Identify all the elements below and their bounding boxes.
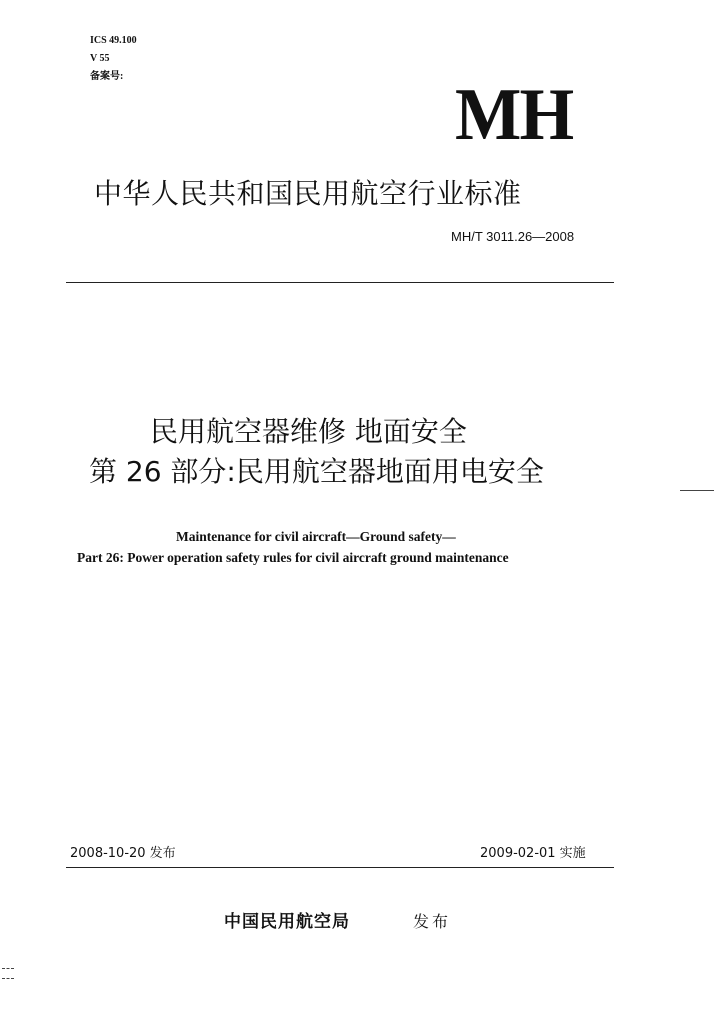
- standard-number: MH/T 3011.26—2008: [451, 229, 575, 244]
- mh-logo: MH: [455, 74, 573, 156]
- ics-code: ICS 49.100: [90, 35, 137, 46]
- title-en-line2: Part 26: Power operation safety rules for civil aircraft ground maintenance: [77, 550, 509, 565]
- margin-mark-right: [680, 490, 714, 491]
- organization-title: 中华人民共和国民用航空行业标准: [94, 177, 522, 210]
- filing-number-label: 备案号:: [90, 71, 124, 82]
- title-cn-line1: 民用航空器维修 地面安全: [150, 415, 467, 448]
- title-en-line1: Maintenance for civil aircraft—Ground safety—: [176, 529, 456, 544]
- margin-mark-left-2: [2, 978, 14, 979]
- issue-date: 2008-10-20 发布: [70, 846, 176, 861]
- bottom-divider: [66, 867, 614, 868]
- title-cn-line2: 第 26 部分:民用航空器地面用电安全: [89, 455, 544, 488]
- category-code: V 55: [90, 53, 110, 64]
- implementation-date: 2009-02-01 实施: [480, 846, 586, 861]
- margin-mark-left-1: [2, 968, 14, 969]
- publisher-action: 发布: [413, 912, 452, 931]
- publisher-name: 中国民用航空局: [224, 912, 350, 932]
- top-divider: [66, 282, 614, 283]
